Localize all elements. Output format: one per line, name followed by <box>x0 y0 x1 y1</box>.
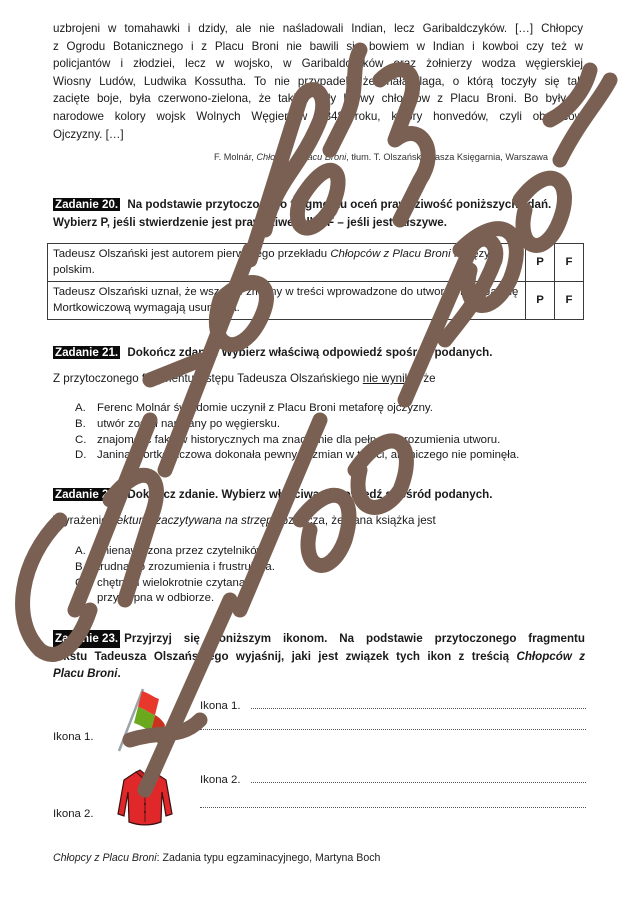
option-text: Ferenc Molnár świadomie uczynił z Placu Broni metaforę ojczyzny. <box>97 402 433 414</box>
stem-text: oznacza, że dana książka jest <box>278 514 436 527</box>
statement-text: na język polskim. <box>53 248 496 276</box>
excerpt-line: z Ogrodu Botanicznego i z Placu Broni nie bawili się bowiem w Indian i kowboi czy też w <box>53 39 583 53</box>
task-21-stem <box>53 372 436 385</box>
option-text: znajomość faktów historycznych ma znaczenie dla pełnego zrozumienia utworu. <box>97 433 501 446</box>
task-22-heading <box>53 486 585 504</box>
task-instruction: Dokończ zdanie. Wybierz właściwą odpowiedź spośród podanych. <box>127 488 493 501</box>
option-d[interactable] <box>75 591 275 607</box>
option-text: znienawidzona przez czytelników. <box>97 545 268 557</box>
statement-cell <box>48 244 526 282</box>
red-shirt-icon <box>116 768 174 826</box>
dotted-answer-line[interactable] <box>200 806 586 808</box>
task-instruction: tekstu Tadeusza Olszańskiego wyjaśnij, jaki jest związek tych ikon z treścią <box>53 649 517 663</box>
task-20-heading <box>53 196 585 231</box>
citation <box>214 152 548 162</box>
option-letter: C. <box>75 433 87 446</box>
answer-label: Ikona 1. <box>200 700 241 712</box>
answer-label: Ikona 2. <box>200 774 241 786</box>
statement-text: Tadeusz Olszański jest autorem pierwszego przekładu <box>53 248 331 260</box>
stem-italic: [lektura] zaczytywana na strzępy <box>110 514 279 527</box>
task-instruction-title: Placu Broni <box>53 667 118 680</box>
footer-text: : Zadania typu egzaminacyjnego, Martyna Boch <box>156 852 381 864</box>
answer-p-option[interactable]: P <box>526 282 555 320</box>
dotted-answer-line[interactable] <box>251 707 586 709</box>
red-green-flag-icon <box>115 687 175 753</box>
stem-text: , że <box>416 372 436 385</box>
citation-title: Chłopcy z Placu Broni <box>256 152 347 162</box>
option-text: Janina Mortkowiczowa dokonała pewnych zmian w treści, ale niczego nie pominęła. <box>97 449 520 462</box>
option-letter: D. <box>75 449 87 462</box>
table-row <box>48 244 584 282</box>
statement-title: Chłopców z Placu Broni <box>330 248 451 260</box>
task-badge: Zadanie 23. <box>53 630 120 648</box>
task-23-line <box>53 665 585 683</box>
answer-p-option[interactable]: P <box>526 244 555 282</box>
excerpt-line: uzbrojeni w tomahawki i dzidy, ale nie naśladowali Indian, lecz Garibaldczyków. […] Chłopcy <box>53 22 583 35</box>
option-text: przystępna w odbiorze. <box>97 592 215 605</box>
task-23-heading <box>53 630 585 683</box>
task-21-heading <box>53 344 585 362</box>
task-instruction: Wybierz P, jeśli stwierdzenie jest prawdziwe, albo F – jeśli jest fałszywe. <box>53 215 447 229</box>
task-badge: Zadanie 22. <box>55 488 119 501</box>
option-letter: D. <box>75 592 87 605</box>
footer-title: Chłopcy z Placu Broni <box>53 852 157 864</box>
option-text: chętnie i wielokrotnie czytana. <box>97 576 249 589</box>
excerpt-line: narodowe kolory wojsk Wolnych Węgier w 1848 roku, kolory honvedów, czyli obrońców <box>53 109 583 123</box>
answer-f-option[interactable]: F <box>555 282 584 320</box>
excerpt-line: Wiosny Ludów, Ludwika Kossutha. To nie przypadek, że mała flaga, o którą toczyły się tak <box>53 74 583 88</box>
icon-2-label: Ikona 2. <box>53 808 94 820</box>
answer-line-icon-2[interactable] <box>200 774 586 786</box>
statement-cell: Tadeusz Olszański uznał, że wszelkie zmiany w treści wprowadzone do utworu przez Janinę Mortkowiczową wymagają usunięcia. <box>48 282 526 320</box>
option-letter: B. <box>75 417 86 430</box>
option-c[interactable] <box>75 576 275 592</box>
icon-1-label: Ikona 1. <box>53 731 94 743</box>
task-instruction: Na podstawie przytoczonego fragmentu oceń prawdziwość poniższych zdań. <box>127 198 552 211</box>
task-23-line <box>53 648 585 666</box>
dotted-answer-line[interactable] <box>251 781 586 783</box>
option-a[interactable] <box>75 544 275 560</box>
excerpt-line: Ojczyzny. […] <box>53 127 124 141</box>
page-footer <box>53 852 380 864</box>
option-letter: B. <box>75 560 86 573</box>
answer-line-icon-1[interactable] <box>200 700 586 712</box>
task-instruction-title: Chłopców z <box>516 649 585 663</box>
excerpt-paragraph <box>53 20 583 143</box>
stem-underlined: nie wynika <box>362 372 417 385</box>
option-text: trudna do zrozumienia i frustrująca. <box>97 560 275 573</box>
task-22-stem <box>53 514 436 527</box>
answer-line-icon-2-continued[interactable] <box>200 806 586 811</box>
true-false-table <box>47 243 584 320</box>
answer-line-icon-1-continued[interactable] <box>200 728 586 733</box>
option-letter: C. <box>75 576 87 589</box>
stem-text: Wyrażenie <box>53 514 111 527</box>
task-21-options <box>75 401 519 464</box>
option-letter: A. <box>75 402 86 414</box>
excerpt-line: policjantów i złodziei, lecz w wojsko, w Garibaldczyków oraz żołnierzy wodza węgierskiej <box>53 57 583 71</box>
option-text: utwór został napisany po węgiersku. <box>97 417 280 430</box>
task-23-line <box>53 630 585 648</box>
option-d[interactable] <box>75 448 519 464</box>
citation-author: F. Molnár, <box>214 152 257 162</box>
task-badge: Zadanie 21. <box>55 346 119 359</box>
excerpt-line: zacięte boje, była czerwono-zielona, że takież były barwy chłopców z Placu Broni. Bo były to <box>53 92 583 106</box>
task-22-options <box>75 544 275 607</box>
option-b[interactable] <box>75 417 519 433</box>
stem-text: Z przytoczonego fragmentu wstępu Tadeusza Olszańskiego <box>53 372 363 385</box>
task-instruction: Dokończ zdanie. Wybierz właściwą odpowiedź spośród podanych. <box>127 346 493 359</box>
task-badge: Zadanie 20. <box>55 198 119 211</box>
task-instruction: Przyjrzyj się poniższym ikonom. Na podstawie przytoczonego fragmentu <box>124 632 585 645</box>
option-c[interactable] <box>75 433 519 449</box>
answer-f-option[interactable]: F <box>555 244 584 282</box>
option-b[interactable] <box>75 560 275 576</box>
option-letter: A. <box>75 545 86 557</box>
table-row <box>48 282 584 320</box>
citation-publisher: , tłum. T. Olszański, Nasza Księgarnia, Warszawa <box>346 152 548 162</box>
dotted-answer-line[interactable] <box>200 728 586 730</box>
option-a[interactable] <box>75 401 519 417</box>
task-instruction-end: . <box>117 667 121 680</box>
